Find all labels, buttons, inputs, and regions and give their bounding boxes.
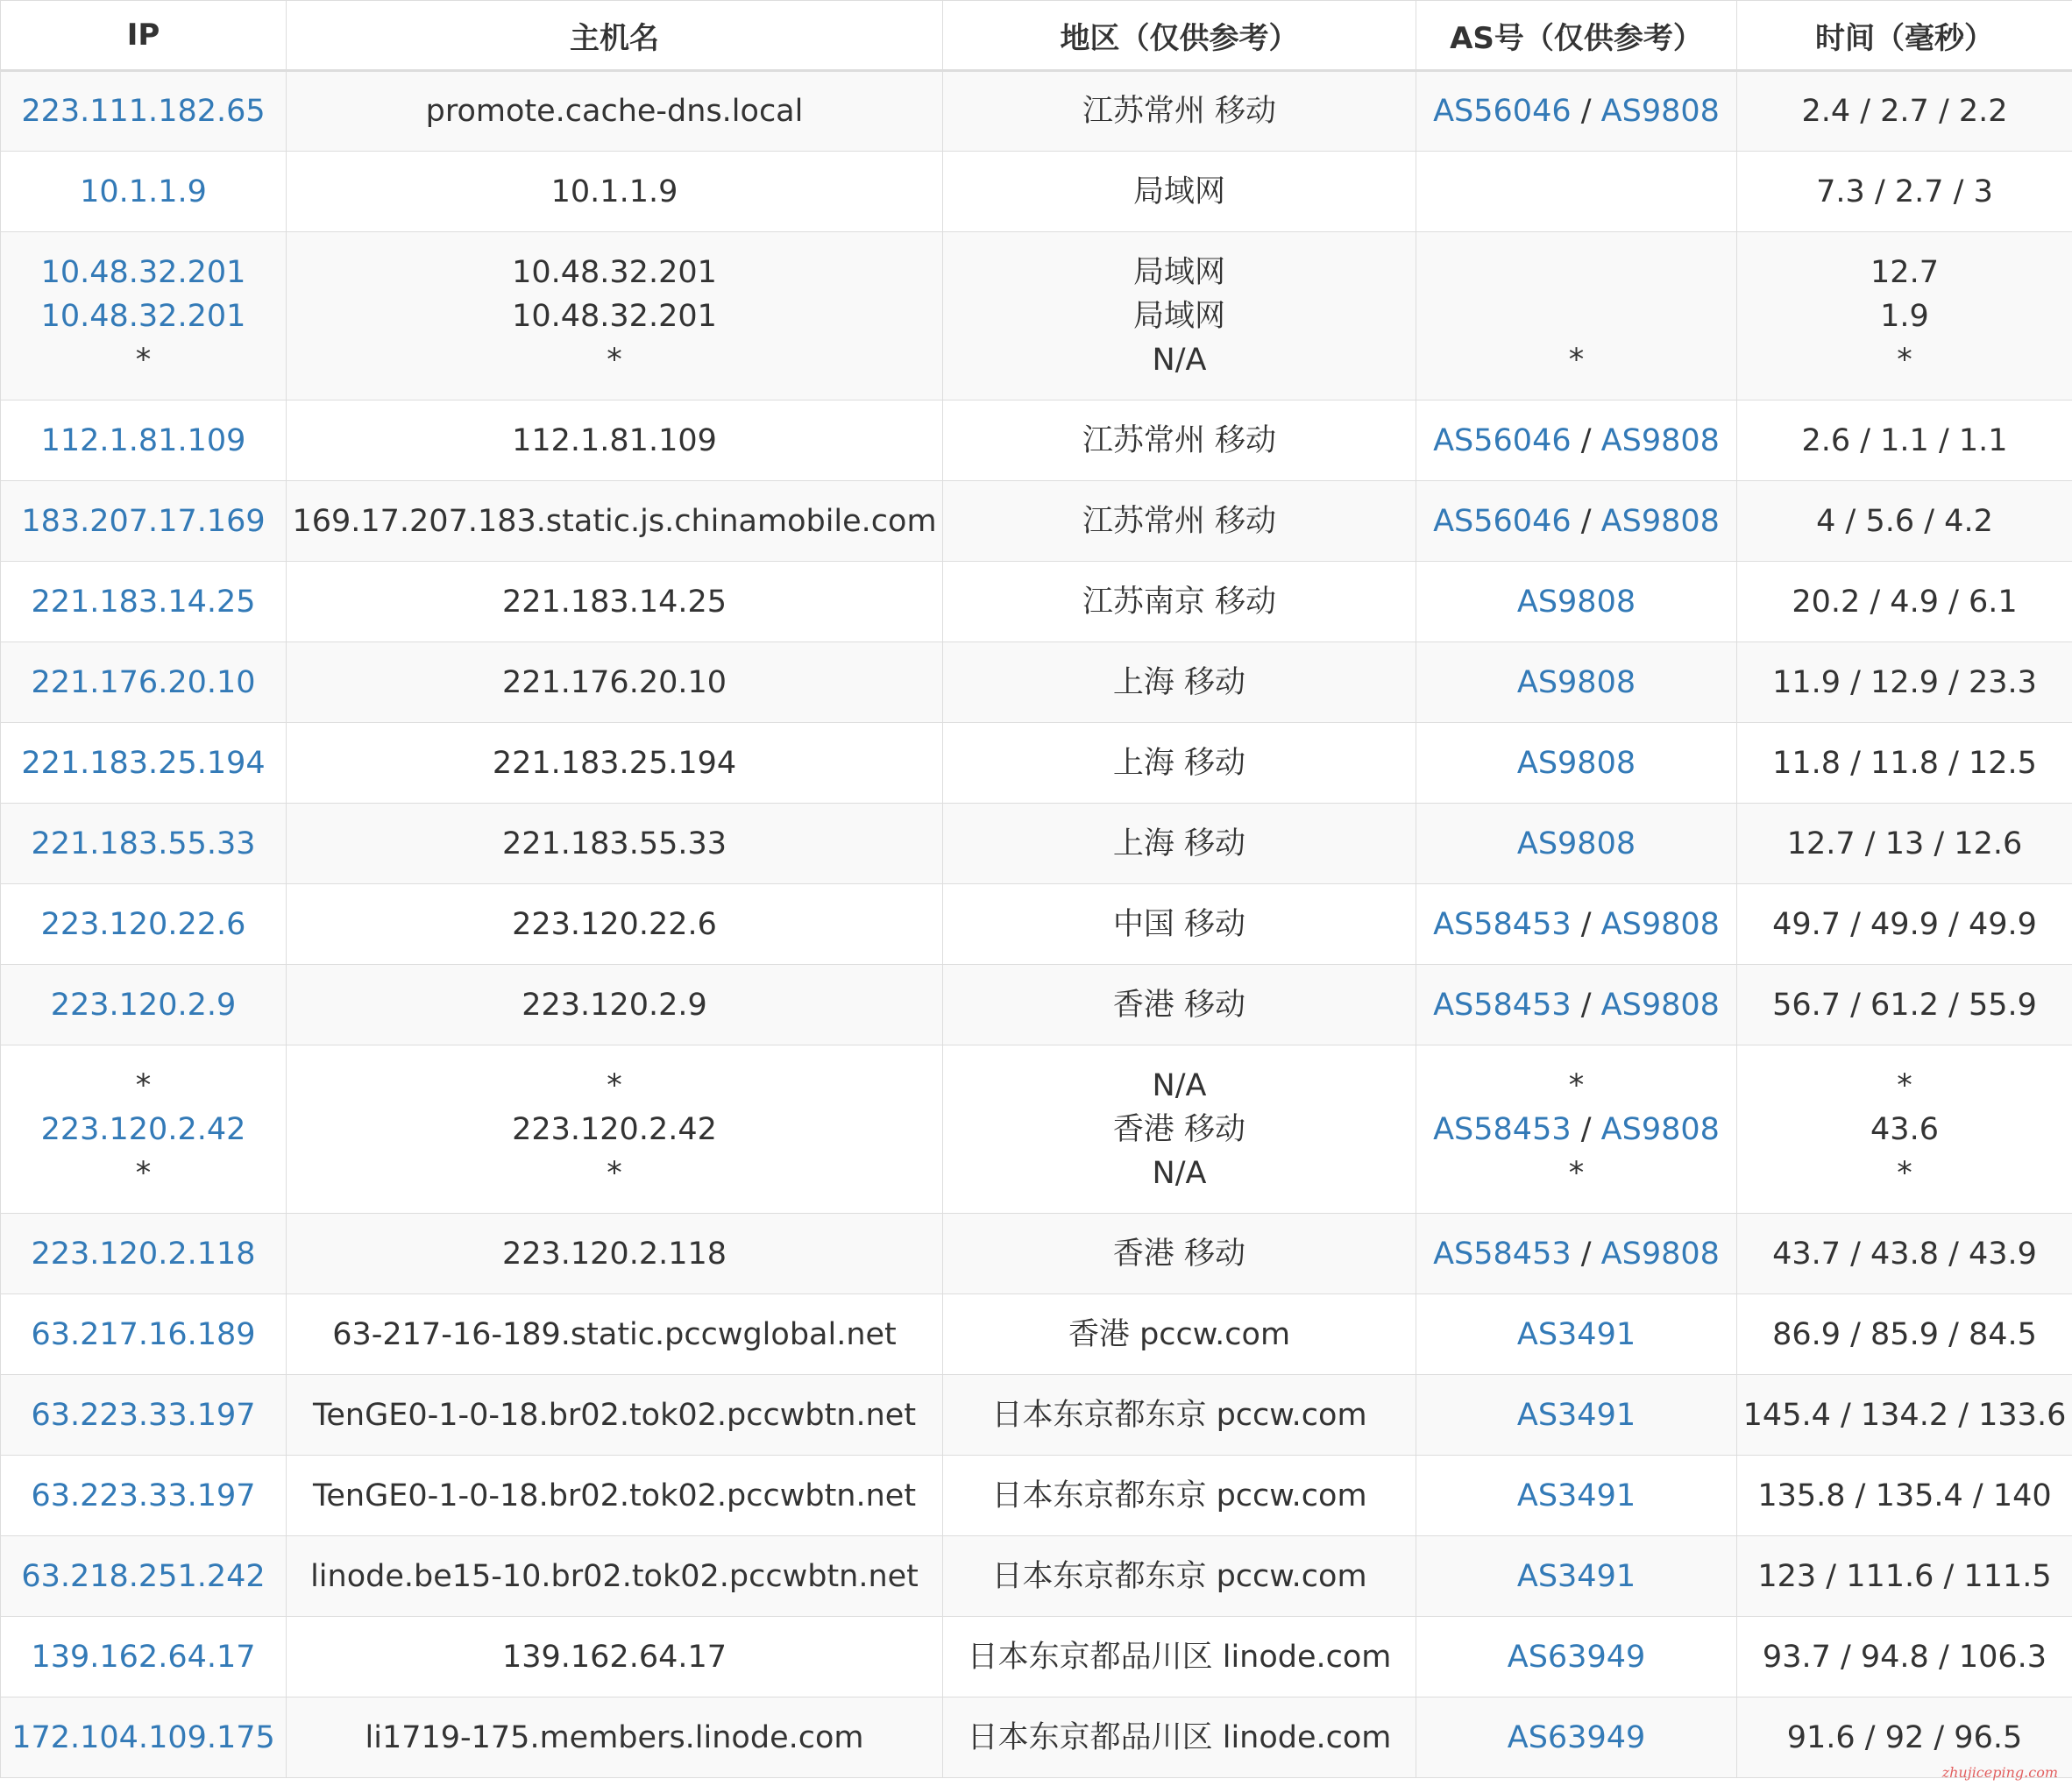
cell-time — [1737, 1294, 2072, 1375]
cell-hostname — [287, 71, 943, 152]
cell-asn — [1416, 400, 1737, 481]
cell-time — [1737, 1456, 2072, 1536]
asn-link[interactable]: AS9808 — [1516, 584, 1636, 620]
asn-line — [1420, 1108, 1733, 1152]
time-text: 123 / 111.6 / 111.5 — [1757, 1558, 2052, 1594]
cell-time — [1737, 232, 2072, 400]
cell-asn — [1416, 152, 1737, 232]
cell-ip — [1, 884, 287, 965]
asn-separator: / — [1571, 1111, 1601, 1147]
cell-ip — [1, 71, 287, 152]
header-region: 地区（仅供参考） — [943, 1, 1416, 71]
cell-time — [1737, 723, 2072, 804]
cell-hostname — [287, 481, 943, 562]
asn-link[interactable]: AS56046 — [1433, 503, 1572, 539]
asn-line — [1420, 500, 1733, 543]
cell-asn — [1416, 884, 1737, 965]
region-text: 上海 移动 — [1112, 826, 1246, 861]
hostname-text: 112.1.81.109 — [512, 422, 717, 458]
time-text: 43.7 / 43.8 / 43.9 — [1772, 1236, 2037, 1272]
region-text: 日本东京都东京 pccw.com — [991, 1478, 1367, 1513]
cell-region — [943, 1045, 1416, 1214]
hostname-text: 223.120.2.9 — [522, 987, 707, 1023]
asn-link[interactable]: AS3491 — [1516, 1558, 1636, 1594]
cell-hostname — [287, 1617, 943, 1697]
cell-hostname — [287, 804, 943, 884]
cell-hostname — [287, 152, 943, 232]
cell-ip — [1, 1536, 287, 1617]
ip-link[interactable]: 221.176.20.10 — [31, 664, 256, 700]
ip-link[interactable]: 63.223.33.197 — [31, 1397, 256, 1433]
cell-asn — [1416, 804, 1737, 884]
asn-link[interactable]: AS9808 — [1516, 745, 1636, 781]
table-row — [1, 400, 2072, 481]
hostname-text: 223.120.2.42 — [512, 1111, 717, 1147]
time-text: 2.4 / 2.7 / 2.2 — [1801, 94, 2008, 129]
asn-line — [1420, 1232, 1733, 1276]
cell-asn — [1416, 1697, 1737, 1778]
time-text: 11.8 / 11.8 / 12.5 — [1772, 745, 2037, 781]
region-text: 江苏南京 移动 — [1082, 584, 1277, 620]
time-text: 135.8 / 135.4 / 140 — [1757, 1478, 2052, 1513]
hostname-text: 10.1.1.9 — [550, 174, 678, 209]
table-row — [1, 481, 2072, 562]
hostname-text: * — [607, 1155, 622, 1191]
asn-link[interactable]: AS58453 — [1433, 987, 1572, 1023]
hostname-text: promote.cache-dns.local — [425, 94, 804, 129]
header-row — [1, 1, 2072, 71]
cell-asn — [1416, 1294, 1737, 1375]
table-body — [1, 71, 2072, 1778]
cell-asn — [1416, 1045, 1737, 1214]
cell-asn — [1416, 1617, 1737, 1697]
cell-ip — [1, 642, 287, 723]
asn-line — [1420, 419, 1733, 463]
cell-ip — [1, 1617, 287, 1697]
ip-placeholder: * — [135, 342, 152, 378]
asn-line — [1420, 1393, 1733, 1437]
cell-region — [943, 152, 1416, 232]
asn-link[interactable]: AS9808 — [1600, 422, 1720, 458]
table-header — [1, 1, 2072, 71]
asn-line — [1420, 338, 1733, 382]
region-text: 香港 pccw.com — [1068, 1316, 1291, 1352]
table-row — [1, 1375, 2072, 1456]
header-asn: AS号（仅供参考） — [1416, 1, 1737, 71]
hostname-text: TenGE0-1-0-18.br02.tok02.pccwbtn.net — [312, 1478, 917, 1513]
cell-time — [1737, 804, 2072, 884]
asn-link[interactable]: AS9808 — [1600, 1236, 1720, 1272]
asn-link[interactable]: AS9808 — [1516, 664, 1636, 700]
hostname-text: 169.17.207.183.static.js.chinamobile.com — [292, 503, 937, 539]
cell-time — [1737, 642, 2072, 723]
hostname-text: TenGE0-1-0-18.br02.tok02.pccwbtn.net — [312, 1397, 917, 1433]
hostname-text: 10.48.32.201 — [512, 254, 717, 290]
hostname-text: 221.176.20.10 — [501, 664, 727, 700]
cell-time — [1737, 884, 2072, 965]
asn-link[interactable]: AS58453 — [1433, 1111, 1572, 1147]
cell-time — [1737, 481, 2072, 562]
asn-line — [1420, 89, 1733, 133]
time-text: 4 / 5.6 / 4.2 — [1816, 503, 1993, 539]
cell-region — [943, 1294, 1416, 1375]
cell-ip — [1, 1375, 287, 1456]
time-text: * — [1897, 1067, 1912, 1103]
hostname-text: 10.48.32.201 — [512, 298, 717, 334]
cell-hostname — [287, 723, 943, 804]
cell-region — [943, 71, 1416, 152]
hostname-text: linode.be15-10.br02.tok02.pccwbtn.net — [310, 1558, 919, 1594]
cell-asn — [1416, 481, 1737, 562]
hostname-text: 223.120.22.6 — [512, 906, 717, 942]
region-text: 上海 移动 — [1112, 664, 1246, 700]
time-text: 93.7 / 94.8 / 106.3 — [1762, 1639, 2047, 1675]
cell-asn — [1416, 1456, 1737, 1536]
region-text: 香港 移动 — [1112, 1111, 1246, 1147]
ip-link[interactable]: 221.183.55.33 — [31, 826, 256, 861]
hostname-text: * — [607, 1067, 622, 1103]
hostname-text: 221.183.14.25 — [501, 584, 727, 620]
asn-line — [1420, 1064, 1733, 1108]
time-text: * — [1897, 1155, 1912, 1191]
cell-asn — [1416, 232, 1737, 400]
cell-time — [1737, 562, 2072, 642]
ip-link[interactable]: 223.120.2.9 — [50, 987, 237, 1023]
asn-line — [1420, 251, 1733, 294]
table-row — [1, 1617, 2072, 1697]
table-row — [1, 152, 2072, 232]
time-text: 2.6 / 1.1 / 1.1 — [1801, 422, 2008, 458]
region-text: 局域网 — [1132, 174, 1225, 209]
cell-hostname — [287, 1045, 943, 1214]
hostname-text: * — [607, 342, 622, 378]
region-text: 香港 移动 — [1112, 1236, 1246, 1272]
cell-asn — [1416, 71, 1737, 152]
hostname-text: 221.183.25.194 — [492, 745, 737, 781]
asn-line — [1420, 1635, 1733, 1679]
cell-hostname — [287, 1697, 943, 1778]
cell-region — [943, 1617, 1416, 1697]
region-text: 香港 移动 — [1112, 987, 1246, 1023]
asn-line — [1420, 983, 1733, 1027]
cell-ip — [1, 481, 287, 562]
cell-time — [1737, 71, 2072, 152]
table-row — [1, 1294, 2072, 1375]
cell-region — [943, 562, 1416, 642]
hostname-text: 139.162.64.17 — [501, 1639, 727, 1675]
time-text: 11.9 / 12.9 / 23.3 — [1772, 664, 2037, 700]
cell-region — [943, 481, 1416, 562]
cell-time — [1737, 965, 2072, 1045]
table-row — [1, 965, 2072, 1045]
cell-region — [943, 232, 1416, 400]
asn-line — [1420, 1474, 1733, 1518]
region-text: 局域网 — [1132, 298, 1225, 334]
asn-link[interactable]: AS9808 — [1600, 1111, 1720, 1147]
asn-placeholder: * — [1568, 1155, 1585, 1191]
table-row — [1, 642, 2072, 723]
ip-link[interactable]: 172.104.109.175 — [11, 1719, 275, 1755]
cell-asn — [1416, 723, 1737, 804]
hostname-text: 223.120.2.118 — [501, 1236, 727, 1272]
ip-link[interactable]: 223.120.2.42 — [40, 1111, 246, 1147]
region-text: N/A — [1152, 342, 1207, 378]
header-hostname: 主机名 — [287, 1, 943, 71]
region-text: N/A — [1152, 1155, 1207, 1191]
ip-link[interactable]: 223.111.182.65 — [21, 94, 266, 129]
cell-ip — [1, 1697, 287, 1778]
ip-link[interactable]: 63.217.16.189 — [31, 1316, 256, 1352]
watermark: zhujiceping.com — [1941, 1764, 2058, 1781]
ip-placeholder: * — [135, 1067, 152, 1103]
asn-link[interactable]: AS9808 — [1516, 826, 1636, 861]
cell-region — [943, 1456, 1416, 1536]
time-text: 56.7 / 61.2 / 55.9 — [1772, 987, 2037, 1023]
asn-separator: / — [1571, 503, 1601, 539]
time-text: 43.6 — [1870, 1111, 1939, 1147]
region-text: 日本东京都品川区 linode.com — [967, 1639, 1392, 1675]
cell-hostname — [287, 232, 943, 400]
table-row — [1, 1536, 2072, 1617]
table-row — [1, 1045, 2072, 1214]
cell-region — [943, 965, 1416, 1045]
cell-region — [943, 804, 1416, 884]
asn-placeholder: * — [1568, 342, 1585, 378]
asn-line — [1420, 903, 1733, 946]
time-text: * — [1897, 342, 1912, 378]
asn-link[interactable]: AS9808 — [1600, 906, 1720, 942]
asn-link[interactable]: AS58453 — [1433, 906, 1572, 942]
cell-time — [1737, 1045, 2072, 1214]
asn-line — [1420, 822, 1733, 866]
ip-link[interactable]: 10.48.32.201 — [40, 298, 246, 334]
cell-asn — [1416, 1214, 1737, 1294]
cell-time — [1737, 1536, 2072, 1617]
cell-ip — [1, 1294, 287, 1375]
table-row — [1, 1214, 2072, 1294]
asn-link[interactable]: AS3491 — [1516, 1316, 1636, 1352]
table-row — [1, 884, 2072, 965]
cell-asn — [1416, 965, 1737, 1045]
time-text: 1.9 — [1880, 298, 1929, 334]
ip-link[interactable]: 223.120.22.6 — [40, 906, 246, 942]
hostname-text: 221.183.55.33 — [501, 826, 727, 861]
region-text: 日本东京都品川区 linode.com — [967, 1719, 1392, 1755]
cell-ip — [1, 400, 287, 481]
time-text: 91.6 / 92 / 96.5 — [1786, 1719, 2023, 1755]
asn-separator: / — [1571, 906, 1601, 942]
ip-link[interactable]: 63.218.251.242 — [21, 1558, 266, 1594]
asn-placeholder: * — [1568, 1067, 1585, 1103]
ip-link[interactable]: 183.207.17.169 — [21, 503, 266, 539]
time-text: 7.3 / 2.7 / 3 — [1816, 174, 1993, 209]
asn-link[interactable]: AS56046 — [1433, 422, 1572, 458]
time-text: 86.9 / 85.9 / 84.5 — [1772, 1316, 2037, 1352]
time-text: 20.2 / 4.9 / 6.1 — [1792, 584, 2018, 620]
asn-line — [1420, 1313, 1733, 1357]
asn-separator: / — [1571, 1236, 1601, 1272]
ip-link[interactable]: 139.162.64.17 — [31, 1639, 256, 1675]
header-time: 时间（毫秒） — [1737, 1, 2072, 71]
header-ip: IP — [1, 1, 287, 71]
table-row — [1, 723, 2072, 804]
cell-asn — [1416, 1375, 1737, 1456]
cell-region — [943, 723, 1416, 804]
cell-ip — [1, 965, 287, 1045]
cell-ip — [1, 1214, 287, 1294]
asn-line — [1420, 741, 1733, 785]
cell-ip — [1, 1045, 287, 1214]
asn-link[interactable]: AS9808 — [1600, 94, 1720, 129]
time-text: 12.7 / 13 / 12.6 — [1786, 826, 2023, 861]
cell-asn — [1416, 642, 1737, 723]
cell-time — [1737, 400, 2072, 481]
cell-ip — [1, 152, 287, 232]
region-text: 中国 移动 — [1112, 906, 1246, 942]
region-text: 上海 移动 — [1112, 745, 1246, 781]
asn-line — [1420, 170, 1733, 214]
cell-hostname — [287, 1375, 943, 1456]
asn-link[interactable]: AS3491 — [1516, 1478, 1636, 1513]
ip-placeholder: * — [135, 1155, 152, 1191]
hostname-text: 63-217-16-189.static.pccwglobal.net — [332, 1316, 897, 1352]
asn-separator: / — [1571, 422, 1601, 458]
asn-link[interactable]: AS63949 — [1507, 1639, 1646, 1675]
region-text: 江苏常州 移动 — [1082, 94, 1277, 129]
table-row — [1, 232, 2072, 400]
asn-separator: / — [1571, 987, 1601, 1023]
table-row — [1, 1697, 2072, 1778]
table-row — [1, 804, 2072, 884]
cell-region — [943, 400, 1416, 481]
region-text: N/A — [1152, 1067, 1207, 1103]
region-text: 日本东京都东京 pccw.com — [991, 1558, 1367, 1594]
asn-line — [1420, 1716, 1733, 1760]
cell-hostname — [287, 884, 943, 965]
asn-link[interactable]: AS9808 — [1600, 987, 1720, 1023]
region-text: 日本东京都东京 pccw.com — [991, 1397, 1367, 1433]
table-row — [1, 1456, 2072, 1536]
cell-region — [943, 1214, 1416, 1294]
asn-line — [1420, 294, 1733, 338]
cell-time — [1737, 1375, 2072, 1456]
cell-time — [1737, 1617, 2072, 1697]
asn-link[interactable]: AS58453 — [1433, 1236, 1572, 1272]
asn-link[interactable]: AS63949 — [1507, 1719, 1646, 1755]
cell-ip — [1, 723, 287, 804]
time-text: 49.7 / 49.9 / 49.9 — [1772, 906, 2037, 942]
cell-hostname — [287, 1294, 943, 1375]
asn-link[interactable]: AS3491 — [1516, 1397, 1636, 1433]
ip-link[interactable]: 10.48.32.201 — [40, 254, 246, 290]
cell-time — [1737, 1214, 2072, 1294]
cell-hostname — [287, 1214, 943, 1294]
ip-link[interactable]: 221.183.14.25 — [31, 584, 256, 620]
cell-time — [1737, 152, 2072, 232]
asn-link[interactable]: AS9808 — [1600, 503, 1720, 539]
asn-line — [1420, 580, 1733, 624]
ip-link[interactable]: 221.183.25.194 — [21, 745, 266, 781]
ip-link[interactable]: 63.223.33.197 — [31, 1478, 256, 1513]
asn-link[interactable]: AS56046 — [1433, 94, 1572, 129]
cell-ip — [1, 804, 287, 884]
cell-hostname — [287, 400, 943, 481]
cell-asn — [1416, 1536, 1737, 1617]
table-row — [1, 562, 2072, 642]
cell-hostname — [287, 1536, 943, 1617]
asn-separator: / — [1571, 94, 1601, 129]
asn-line — [1420, 1152, 1733, 1195]
table-row — [1, 71, 2072, 152]
cell-ip — [1, 232, 287, 400]
cell-region — [943, 1536, 1416, 1617]
ip-link[interactable]: 10.1.1.9 — [80, 174, 207, 209]
asn-line — [1420, 1555, 1733, 1598]
time-text: 145.4 / 134.2 / 133.6 — [1742, 1397, 2067, 1433]
ip-link[interactable]: 223.120.2.118 — [31, 1236, 256, 1272]
cell-region — [943, 642, 1416, 723]
cell-ip — [1, 562, 287, 642]
cell-hostname — [287, 1456, 943, 1536]
hostname-text: li1719-175.members.linode.com — [365, 1719, 864, 1755]
cell-region — [943, 1375, 1416, 1456]
region-text: 江苏常州 移动 — [1082, 422, 1277, 458]
cell-asn — [1416, 562, 1737, 642]
cell-hostname — [287, 562, 943, 642]
region-text: 江苏常州 移动 — [1082, 503, 1277, 539]
cell-region — [943, 1697, 1416, 1778]
cell-ip — [1, 1456, 287, 1536]
cell-hostname — [287, 965, 943, 1045]
asn-line — [1420, 661, 1733, 705]
region-text: 局域网 — [1132, 254, 1225, 290]
time-text: 12.7 — [1870, 254, 1939, 290]
cell-hostname — [287, 642, 943, 723]
cell-region — [943, 884, 1416, 965]
ip-link[interactable]: 112.1.81.109 — [40, 422, 246, 458]
